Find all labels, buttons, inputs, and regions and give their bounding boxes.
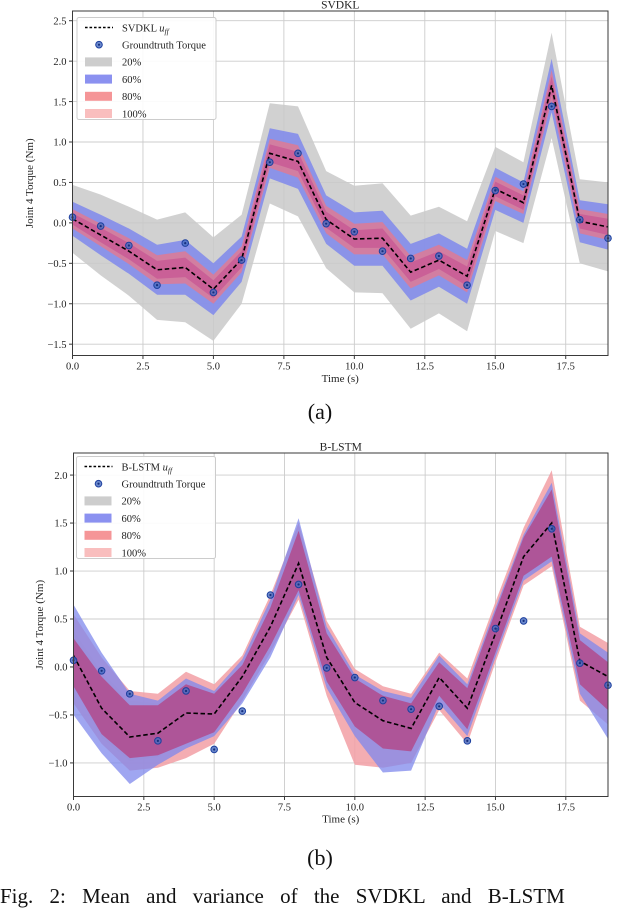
y-tick-label: 2.5 (53, 16, 67, 28)
groundtruth-marker (183, 688, 190, 695)
groundtruth-marker (548, 103, 555, 110)
groundtruth-marker-dot (353, 231, 355, 233)
groundtruth-marker-dot (579, 219, 581, 221)
x-tick-label: 2.5 (137, 802, 151, 814)
y-tick-label: 0.5 (54, 614, 68, 626)
legend (77, 18, 216, 121)
subfigure-label-b: (b) (307, 845, 333, 870)
groundtruth-marker-dot (381, 250, 383, 252)
groundtruth-marker-dot (212, 291, 214, 293)
legend-band-swatch (85, 531, 112, 540)
groundtruth-marker (520, 618, 527, 625)
x-axis-label: Time (s) (322, 813, 360, 826)
groundtruth-marker (155, 738, 162, 745)
x-tick-label: 5.0 (206, 361, 220, 373)
groundtruth-marker-dot (98, 44, 100, 46)
y-tick-label: 1.0 (53, 137, 67, 149)
groundtruth-marker (407, 255, 414, 262)
y-tick-label: 2.0 (54, 470, 68, 482)
groundtruth-marker-dot (297, 583, 299, 585)
groundtruth-marker (126, 691, 133, 698)
y-tick-label: 0.5 (53, 178, 67, 190)
legend-band-swatch (85, 57, 112, 66)
legend-band-label: 20% (121, 496, 141, 508)
groundtruth-marker-dot (184, 242, 186, 244)
groundtruth-marker-dot (297, 152, 299, 154)
legend-band-label: 60% (121, 513, 141, 525)
legend-band-label: 80% (121, 531, 141, 543)
groundtruth-marker (492, 625, 499, 632)
groundtruth-marker-dot (494, 189, 496, 191)
groundtruth-marker (408, 706, 415, 713)
legend-band-label: 60% (122, 74, 142, 86)
y-tick-label: −1.5 (47, 339, 67, 351)
groundtruth-marker (464, 282, 471, 289)
groundtruth-marker (154, 282, 161, 289)
legend (77, 457, 216, 560)
x-axis-label: Time (s) (321, 373, 359, 385)
groundtruth-marker-dot (551, 105, 553, 107)
groundtruth-marker (436, 703, 443, 710)
y-tick-label: −0.5 (48, 710, 68, 722)
groundtruth-marker-dot (410, 257, 412, 259)
legend-band-swatch (85, 496, 112, 505)
groundtruth-marker-dot (97, 483, 99, 485)
legend-band-swatch (85, 92, 112, 101)
groundtruth-marker (97, 223, 104, 230)
legend-band-label: 20% (122, 57, 142, 69)
groundtruth-marker (126, 242, 133, 249)
groundtruth-marker-dot (551, 528, 553, 530)
chart-title: B-LSTM (319, 441, 362, 454)
x-tick-label: 12.5 (415, 361, 434, 373)
x-tick-label: 17.5 (556, 802, 575, 814)
groundtruth-marker (238, 257, 245, 264)
groundtruth-marker-dot (269, 594, 271, 596)
x-tick-label: 0.0 (66, 802, 81, 814)
groundtruth-marker (267, 592, 274, 599)
groundtruth-marker-dot (522, 183, 524, 185)
groundtruth-marker (464, 738, 471, 745)
legend-band-swatch (85, 514, 112, 523)
y-tick-label: 0.0 (54, 662, 68, 674)
groundtruth-marker-dot (101, 670, 103, 672)
x-tick-label: 5.0 (207, 802, 221, 814)
groundtruth-marker-dot (128, 244, 130, 246)
x-tick-label: 7.5 (277, 361, 291, 373)
groundtruth-marker (379, 248, 386, 255)
groundtruth-marker-dot (325, 223, 327, 225)
groundtruth-marker-dot (100, 225, 102, 227)
groundtruth-marker-dot (185, 690, 187, 692)
y-tick-label: 1.5 (54, 518, 68, 530)
groundtruth-marker-dot (156, 284, 158, 286)
groundtruth-marker-dot (129, 693, 131, 695)
x-tick-label: 10.0 (345, 361, 364, 373)
y-tick-label: 1.5 (53, 97, 67, 109)
groundtruth-marker (520, 181, 527, 188)
y-tick-label: 1.0 (54, 566, 68, 578)
groundtruth-marker-dot (213, 748, 215, 750)
x-tick-label: 15.0 (486, 361, 505, 373)
legend-groundtruth-label: Groundtruth Torque (121, 479, 206, 491)
groundtruth-marker (577, 660, 584, 667)
chart-blstm (0, 430, 640, 905)
groundtruth-marker-dot (326, 667, 328, 669)
groundtruth-marker (295, 581, 302, 588)
y-tick-label: 2.0 (53, 56, 67, 68)
groundtruth-marker (98, 668, 105, 675)
groundtruth-marker (352, 674, 359, 681)
legend-band-label: 100% (122, 109, 147, 121)
groundtruth-marker-dot (579, 662, 581, 664)
legend-band-swatch (85, 548, 112, 557)
groundtruth-marker (323, 665, 330, 672)
groundtruth-marker (239, 708, 246, 715)
groundtruth-marker-dot (466, 740, 468, 742)
legend-band-swatch (85, 75, 112, 84)
groundtruth-marker (210, 289, 217, 296)
subfigure-label-a: (a) (307, 399, 333, 424)
groundtruth-marker-dot (269, 161, 271, 163)
groundtruth-marker-dot (241, 710, 243, 712)
groundtruth-marker-dot (438, 255, 440, 257)
legend-band-swatch (85, 109, 112, 118)
groundtruth-marker-dot (410, 708, 412, 710)
x-tick-label: 7.5 (277, 802, 292, 814)
groundtruth-marker (436, 253, 443, 260)
legend-band-label: 100% (121, 548, 146, 560)
y-axis-label: Joint 4 Torque (Nm) (24, 138, 36, 229)
groundtruth-marker-dot (494, 627, 496, 629)
legend-groundtruth-label: Groundtruth Torque (122, 40, 206, 52)
groundtruth-marker (182, 240, 189, 247)
groundtruth-marker (351, 228, 358, 235)
x-tick-label: 2.5 (136, 361, 150, 373)
y-tick-label: −1.0 (48, 758, 68, 770)
groundtruth-marker (266, 159, 273, 166)
figure-caption: Fig. 2: Mean and variance of the SVDKL and B-LSTM (0, 884, 565, 908)
x-tick-label: 15.0 (486, 802, 505, 814)
y-tick-label: −0.5 (47, 259, 67, 271)
y-tick-label: 0.0 (53, 218, 67, 230)
groundtruth-marker-dot (241, 259, 243, 261)
groundtruth-marker (295, 150, 302, 157)
chart-svdkl (0, 0, 640, 430)
groundtruth-marker (323, 220, 330, 227)
groundtruth-marker (96, 41, 103, 48)
groundtruth-marker (492, 187, 499, 194)
groundtruth-marker-dot (466, 284, 468, 286)
y-tick-label: −1.0 (47, 299, 67, 311)
groundtruth-marker-dot (382, 699, 384, 701)
y-axis-label: Joint 4 Torque (Nm) (34, 579, 46, 670)
x-tick-label: 10.0 (345, 802, 365, 814)
chart-title: SVDKL (321, 0, 360, 12)
groundtruth-marker-dot (523, 620, 525, 622)
x-tick-label: 12.5 (415, 802, 435, 814)
groundtruth-marker (577, 216, 584, 223)
groundtruth-marker (380, 697, 387, 704)
legend-band-label: 80% (122, 92, 142, 104)
legend-model-label: B-LSTM $u_{ff}$ (121, 462, 173, 475)
groundtruth-marker-dot (157, 740, 159, 742)
x-tick-label: 17.5 (556, 361, 575, 373)
groundtruth-marker (548, 526, 555, 533)
groundtruth-marker-dot (354, 676, 356, 678)
groundtruth-marker (95, 480, 102, 487)
groundtruth-marker (211, 746, 218, 753)
legend-model-label: SVDKL $u_{ff}$ (122, 23, 169, 36)
x-tick-label: 0.0 (65, 361, 80, 373)
groundtruth-marker-dot (438, 705, 440, 707)
